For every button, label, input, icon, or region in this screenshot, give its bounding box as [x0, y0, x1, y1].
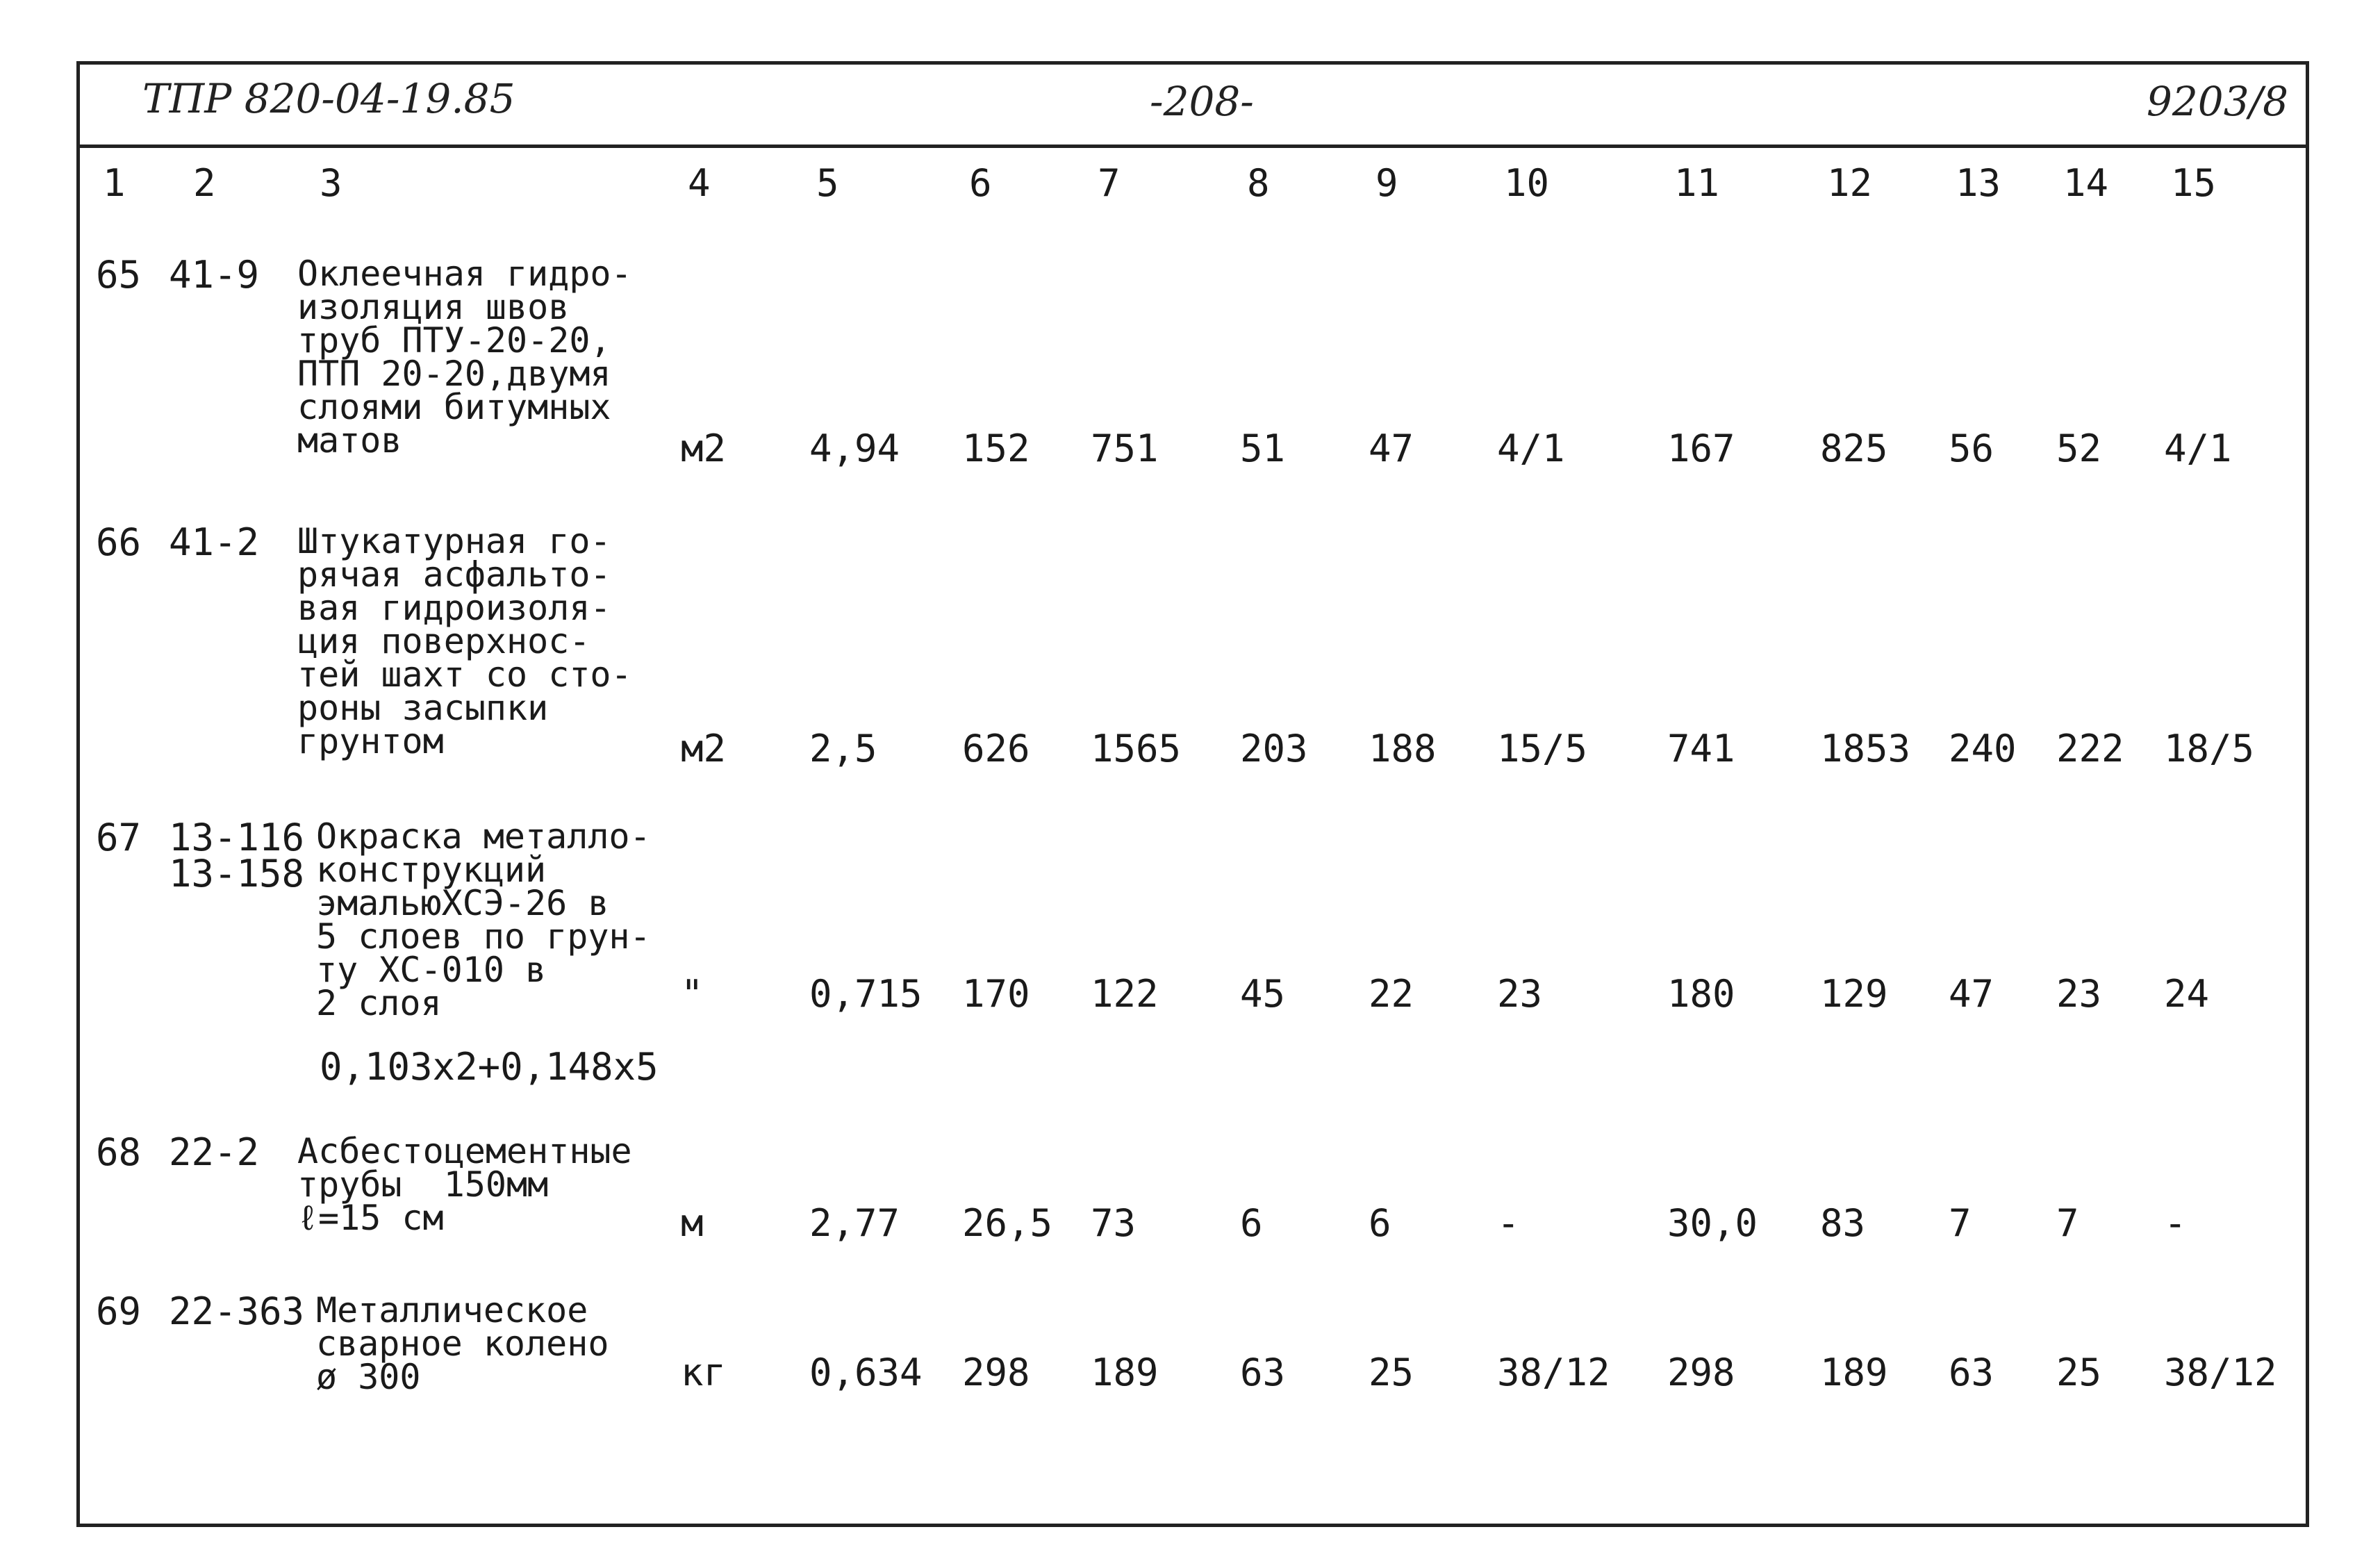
- value-col-14: 23: [2056, 972, 2102, 1016]
- column-number-15: 15: [2171, 161, 2217, 205]
- value-col-10: 4/1: [1497, 427, 1565, 470]
- value-col-12: 1853: [1820, 727, 1911, 770]
- value-col-9: 188: [1369, 727, 1437, 770]
- value-col-8: 203: [1240, 727, 1308, 770]
- value-col-14: 7: [2056, 1201, 2079, 1245]
- column-number-11: 11: [1674, 161, 1720, 205]
- value-col-7: 1565: [1091, 727, 1182, 770]
- rate-code: 41-9: [169, 253, 260, 297]
- column-number-2: 2: [193, 161, 216, 205]
- column-number-1: 1: [103, 161, 126, 205]
- value-col-10: -: [1497, 1201, 1520, 1245]
- row-number: 69: [96, 1289, 142, 1333]
- value-col-14: 25: [2056, 1351, 2102, 1394]
- column-number-4: 4: [688, 161, 711, 205]
- value-col-9: 6: [1369, 1201, 1391, 1245]
- column-number-8: 8: [1247, 161, 1270, 205]
- unit-of-measure: ": [681, 972, 704, 1016]
- value-col-5: 4,94: [809, 427, 900, 470]
- value-col-13: 47: [1949, 972, 1994, 1016]
- column-number-7: 7: [1098, 161, 1121, 205]
- value-col-11: 298: [1667, 1351, 1735, 1394]
- unit-of-measure: м2: [681, 727, 727, 770]
- work-description: Окраска металло- конструкций эмальюХСЭ-26 в 5 слоев по грун- ту ХС-010 в 2 слоя: [316, 816, 651, 1023]
- value-col-6: 26,5: [962, 1201, 1053, 1245]
- work-description: Штукатурная го- рячая асфальто- вая гидроизоля- ция поверхнос- тей шахт со сто- роны засыпки грунтом: [297, 521, 632, 761]
- value-col-13: 63: [1949, 1351, 1994, 1394]
- sheet-number: 9203/8: [2147, 78, 2289, 125]
- value-col-5: 0,634: [809, 1351, 923, 1394]
- value-col-11: 30,0: [1667, 1201, 1758, 1245]
- value-col-7: 189: [1091, 1351, 1159, 1394]
- value-col-5: 2,5: [809, 727, 877, 770]
- work-description: Оклеечная гидро- изоляция швов труб ПТУ-20-20, ПТП 20-20,двумя слоями битумных матов: [297, 254, 632, 461]
- value-col-15: 38/12: [2164, 1351, 2277, 1394]
- value-col-13: 56: [1949, 427, 1994, 470]
- value-col-6: 298: [962, 1351, 1030, 1394]
- row-number: 67: [96, 816, 142, 859]
- work-formula: 0,103х2+0,148х5: [320, 1045, 659, 1089]
- row-number: 66: [96, 520, 142, 564]
- value-col-13: 7: [1949, 1201, 1972, 1245]
- column-number-3: 3: [320, 161, 342, 205]
- value-col-15: -: [2164, 1201, 2187, 1245]
- value-col-11: 180: [1667, 972, 1735, 1016]
- column-number-6: 6: [969, 161, 992, 205]
- value-col-15: 4/1: [2164, 427, 2232, 470]
- value-col-9: 22: [1369, 972, 1414, 1016]
- value-col-11: 167: [1667, 427, 1735, 470]
- value-col-15: 24: [2164, 972, 2210, 1016]
- value-col-7: 122: [1091, 972, 1159, 1016]
- value-col-14: 222: [2056, 727, 2124, 770]
- value-col-10: 23: [1497, 972, 1543, 1016]
- value-col-9: 47: [1369, 427, 1414, 470]
- unit-of-measure: кг: [681, 1351, 727, 1394]
- value-col-11: 741: [1667, 727, 1735, 770]
- row-number: 68: [96, 1130, 142, 1174]
- header-divider: [76, 145, 2309, 148]
- value-col-13: 240: [1949, 727, 2017, 770]
- value-col-8: 45: [1240, 972, 1286, 1016]
- value-col-12: 129: [1820, 972, 1888, 1016]
- value-col-15: 18/5: [2164, 727, 2255, 770]
- unit-of-measure: м2: [681, 427, 727, 470]
- column-number-9: 9: [1375, 161, 1398, 205]
- value-col-10: 15/5: [1497, 727, 1588, 770]
- value-col-6: 626: [962, 727, 1030, 770]
- rate-code: 22-2: [169, 1130, 260, 1174]
- work-description: Металлическое сварное колено ø 300: [316, 1290, 609, 1397]
- value-col-14: 52: [2056, 427, 2102, 470]
- rate-code: 13-116 13-158: [169, 816, 305, 896]
- value-col-5: 2,77: [809, 1201, 900, 1245]
- rate-code: 41-2: [169, 520, 260, 564]
- column-number-5: 5: [816, 161, 839, 205]
- value-col-6: 152: [962, 427, 1030, 470]
- value-col-8: 6: [1240, 1201, 1263, 1245]
- value-col-10: 38/12: [1497, 1351, 1610, 1394]
- column-number-13: 13: [1956, 161, 2001, 205]
- value-col-7: 751: [1091, 427, 1159, 470]
- value-col-9: 25: [1369, 1351, 1414, 1394]
- column-number-10: 10: [1504, 161, 1550, 205]
- value-col-5: 0,715: [809, 972, 923, 1016]
- work-description: Асбестоцементные трубы 150мм ℓ=15 см: [297, 1131, 632, 1238]
- column-number-12: 12: [1827, 161, 1873, 205]
- value-col-8: 63: [1240, 1351, 1286, 1394]
- value-col-12: 83: [1820, 1201, 1866, 1245]
- value-col-7: 73: [1091, 1201, 1137, 1245]
- value-col-8: 51: [1240, 427, 1286, 470]
- value-col-12: 189: [1820, 1351, 1888, 1394]
- unit-of-measure: м: [681, 1201, 704, 1245]
- value-col-6: 170: [962, 972, 1030, 1016]
- page-number: -208-: [1150, 78, 1254, 125]
- row-number: 65: [96, 253, 142, 297]
- rate-code: 22-363: [169, 1289, 305, 1333]
- doc-code: ТПР 820-04-19.85: [142, 75, 515, 122]
- column-number-14: 14: [2063, 161, 2109, 205]
- value-col-12: 825: [1820, 427, 1888, 470]
